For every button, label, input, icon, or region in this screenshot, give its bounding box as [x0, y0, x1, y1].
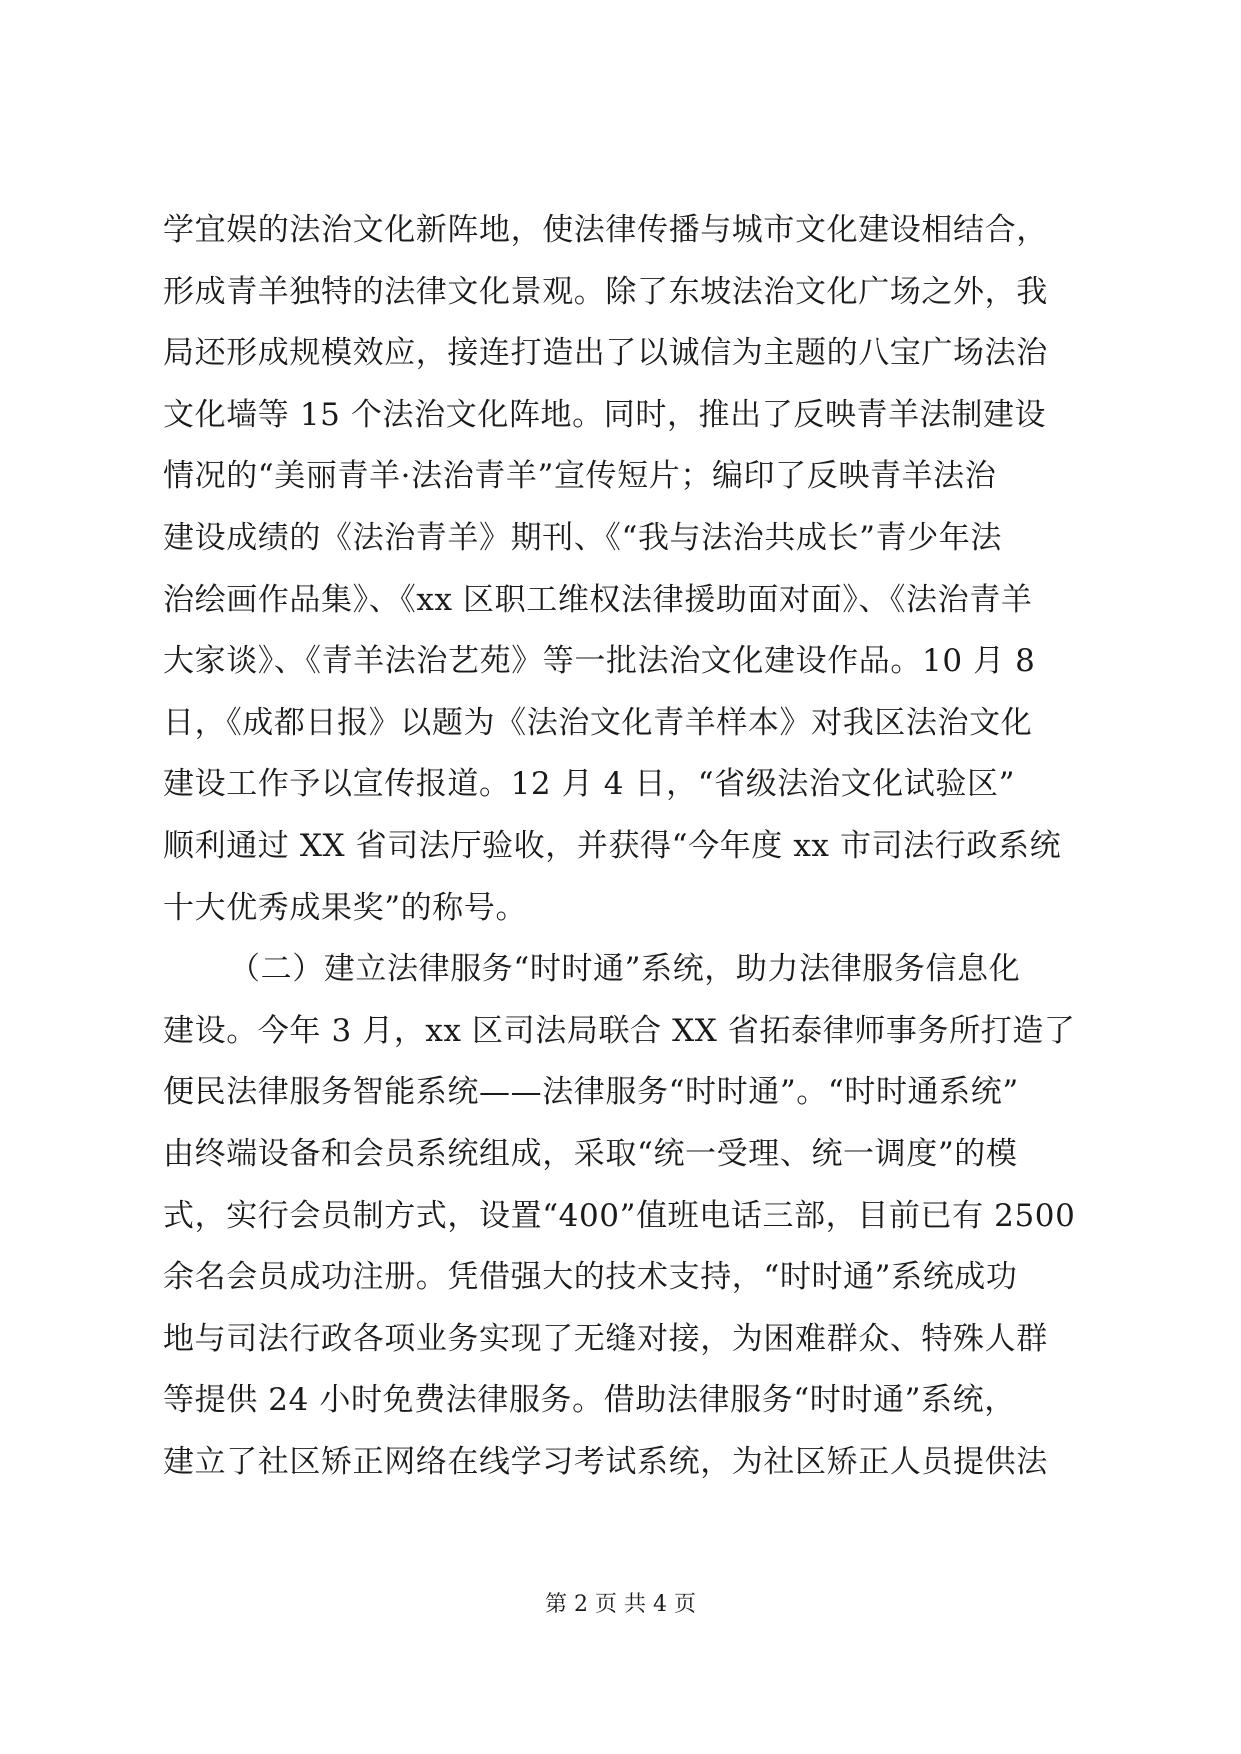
page-number-footer: 第 2 页 共 4 页: [545, 1592, 696, 1617]
text-line: 建设工作予以宣传报道。12 月 4 日，“省级法治文化试验区”: [163, 766, 1016, 803]
text-line: 地与司法行政各项业务实现了无缝对接，为困难群众、特殊人群: [163, 1320, 1048, 1357]
body-text: [163, 200, 1081, 1493]
text-line: 局还形成规模效应，接连打造出了以诚信为主题的八宝广场法治: [163, 335, 1048, 372]
text-line: 日，《成都日报》以题为《法治文化青羊样本》对我区法治文化: [163, 704, 1033, 741]
text-line: 顺利通过 XX 省司法厅验收，并获得“今年度 xx 市司法行政系统: [163, 827, 1062, 864]
text-line: 余名会员成功注册。凭借强大的技术支持，“时时通”系统成功: [163, 1259, 1018, 1296]
text-line: 形成青羊独特的法律文化景观。除了东坡法治文化广场之外，我: [163, 273, 1048, 310]
text-line: 由终端设备和会员系统组成，采取“统一受理、统一调度”的模: [163, 1135, 1018, 1172]
text-line: 文化墙等 15 个法治文化阵地。同时，推出了反映青羊法制建设: [163, 396, 1047, 433]
text-line: 十大优秀成果奖”的称号。: [163, 889, 528, 926]
text-line: 等提供 24 小时免费法律服务。借助法律服务“时时通”系统，: [163, 1382, 1016, 1419]
text-line: 大家谈》、《青羊法治艺苑》等一批法治文化建设作品。10 月 8: [163, 643, 1036, 680]
text-line: 建设成绩的《法治青羊》期刊、《“我与法治共成长”青少年法: [163, 519, 1002, 556]
text-line: 式，实行会员制方式，设置“400”值班电话三部，目前已有 2500: [163, 1197, 1076, 1234]
text-line: 治绘画作品集》、《xx 区职工维权法律援助面对面》、《法治青羊: [163, 581, 1033, 618]
text-line: 学宜娱的法治文化新阵地，使法律传播与城市文化建设相结合，: [163, 212, 1048, 248]
section-heading-line: （二）建立法律服务“时时通”系统，助力法律服务信息化: [229, 951, 1021, 988]
text-line: 情况的“美丽青羊·法治青羊”宣传短片；编印了反映青羊法治: [163, 458, 997, 495]
text-line: 便民法律服务智能系统——法律服务“时时通”。“时时通系统”: [163, 1074, 1019, 1111]
text-line: 建设。今年 3 月，xx 区司法局联合 XX 省拓泰律师事务所打造了: [163, 1012, 1076, 1049]
text-line: 建立了社区矫正网络在线学习考试系统，为社区矫正人员提供法: [163, 1443, 1048, 1480]
